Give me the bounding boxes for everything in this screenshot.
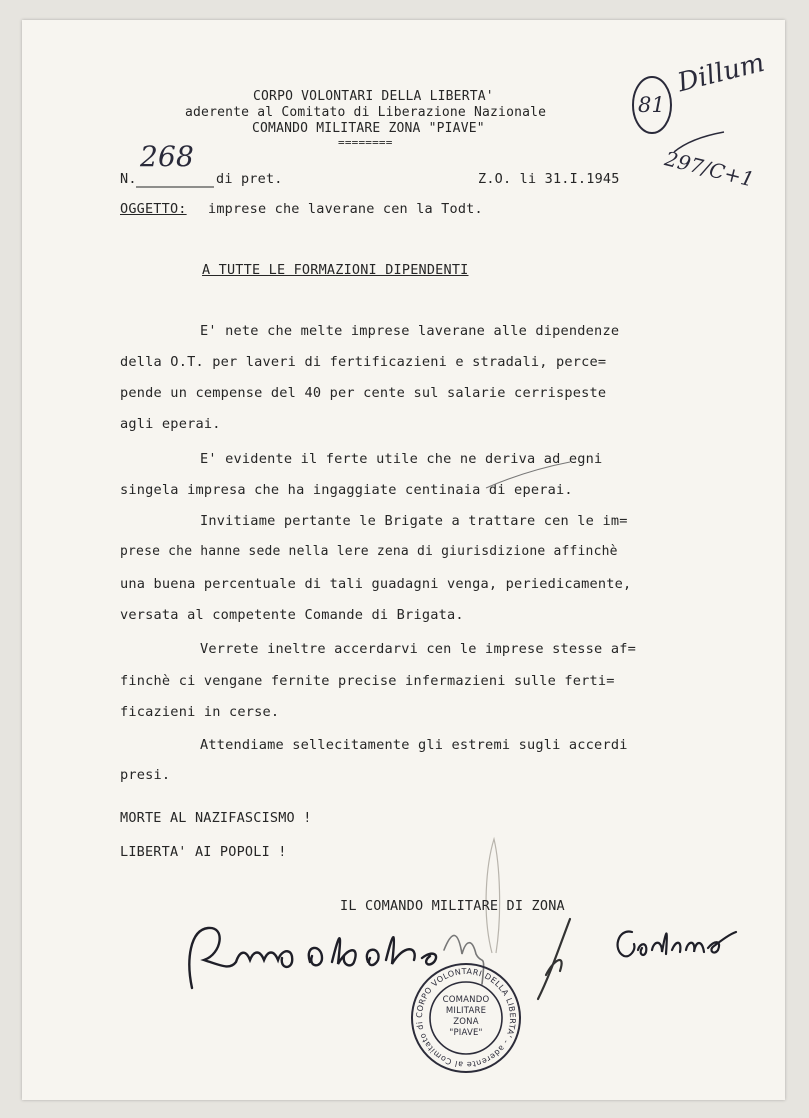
body-line: Attendiame sellecitamente gli estremi sugli accerdi — [200, 737, 628, 753]
header-line-1: CORPO VOLONTARI DELLA LIBERTA' — [253, 89, 494, 104]
document-number: 268 — [140, 140, 195, 173]
body-line: presi. — [120, 767, 171, 783]
reference-prefix: N. — [120, 171, 137, 187]
stamp-center-line: ZONA — [453, 1017, 479, 1027]
body-line: Verrete ineltre accerdarvi cen le imprese stesse af= — [200, 641, 636, 657]
document-sheet — [22, 20, 785, 1100]
pencil-stroke — [484, 460, 574, 490]
closing-line-1: MORTE AL NAZIFASCISMO ! — [120, 810, 312, 826]
body-line: prese che hanne sede nella lere zena di giurisdizione affinchè — [120, 544, 618, 559]
subject-label: OGGETTO: — [120, 201, 187, 217]
subject-text: imprese che laverane cen la Todt. — [208, 201, 483, 217]
archive-mark: 297/C+1 — [662, 146, 757, 192]
body-line: agli eperai. — [120, 416, 221, 432]
body-line: pende un cempense del 40 per cente sul salarie cerrispeste — [120, 385, 607, 401]
addressee: A TUTTE LE FORMAZIONI DIPENDENTI — [202, 262, 469, 278]
stamp-center — [440, 995, 492, 1039]
stamp-center-line: MILITARE — [445, 1006, 487, 1016]
body-line: della O.T. per laveri di fertificazieni e stradali, perce= — [120, 354, 607, 370]
signature-3 — [610, 910, 740, 970]
header-line-3: COMANDO MILITARE ZONA "PIAVE" — [252, 121, 485, 136]
body-line: finchè ci vengane fernite precise infermazieni sulle ferti= — [120, 673, 615, 689]
header-rule: ======== — [338, 136, 393, 149]
body-line: singela impresa che ha ingaggiate centinaia di eperai. — [120, 482, 573, 498]
closing-line-2: LIBERTA' AI POPOLI ! — [120, 844, 287, 860]
stamp-outer-ring-text: CORPO VOLONTARI DELLA LIBERTA' - aderente al Comitato di Liberaz. Nazle — [404, 953, 518, 1070]
body-line: E' nete che melte imprese laverane alle dipendenze — [200, 323, 620, 339]
body-line: Invitiame pertante le Brigate a trattare cen le im= — [200, 513, 628, 529]
circled-number: 81 — [638, 93, 666, 117]
stamp-center-line: "PIAVE" — [449, 1028, 483, 1038]
body-line: una buena percentuale di tali guadagni venga, periedicamente, — [120, 576, 632, 592]
body-line: versata al competente Comande di Brigata. — [120, 607, 464, 623]
top-right-scribble: Dillum — [674, 47, 768, 99]
document-number-underline — [136, 186, 216, 190]
header-line-2: aderente al Comitato di Liberazione Nazionale — [185, 105, 547, 120]
reference-suffix: di pret. — [216, 171, 283, 187]
stamp-center-line: COMANDO — [442, 995, 490, 1005]
body-line: E' evidente il ferte utile che ne deriva ad egni — [200, 451, 603, 467]
reference-date: Z.O. li 31.I.1945 — [478, 171, 620, 187]
signature-2 — [520, 915, 580, 1005]
body-line: ficazieni in cerse. — [120, 704, 280, 720]
signature-block-title: IL COMANDO MILITARE DI ZONA — [340, 898, 565, 914]
